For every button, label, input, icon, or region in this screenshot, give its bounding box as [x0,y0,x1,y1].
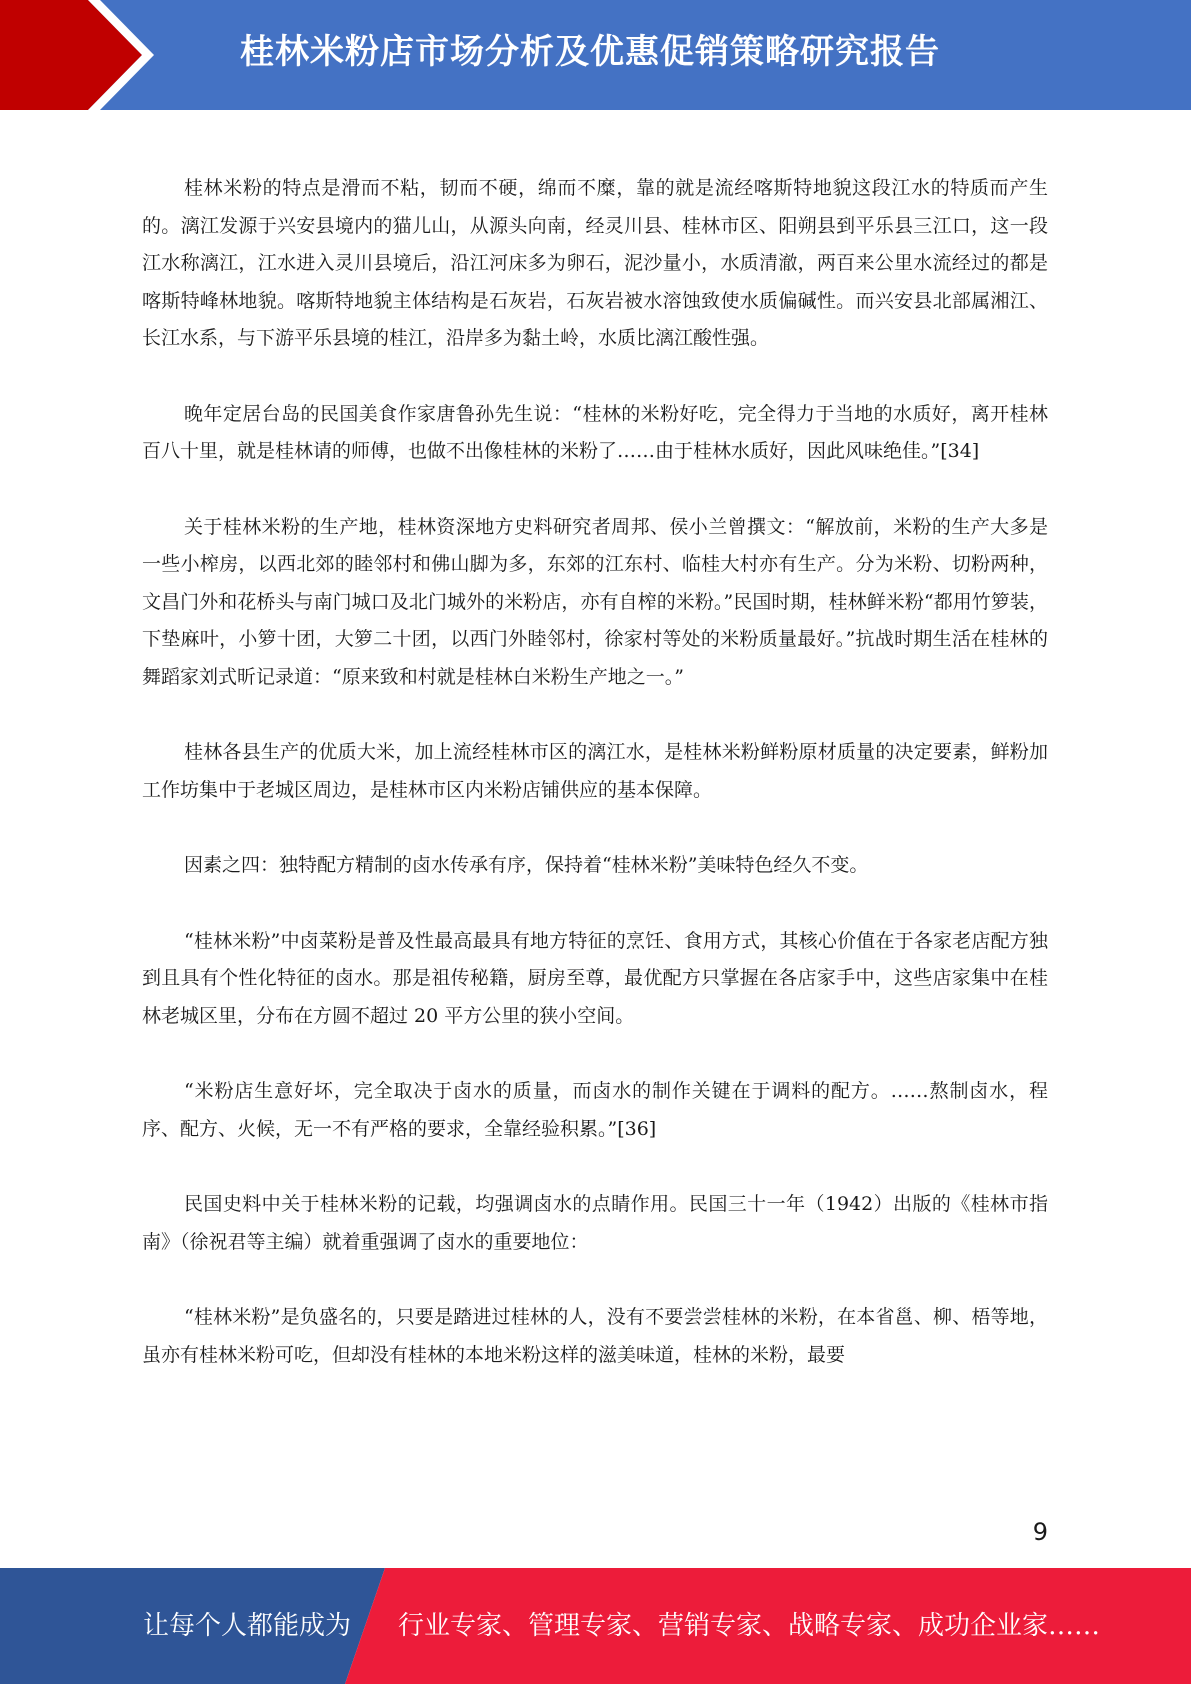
paragraph: 桂林米粉的特点是滑而不粘，韧而不硬，绵而不糜，靠的就是流经喀斯特地貌这段江水的特质而产生的。漓江发源于兴安县境内的猫儿山，从源头向南，经灵川县、桂林市区、阳朔县到平乐县三江口，这一段江水称漓江，江水进入灵川县境后，沿江河床多为卵石，泥沙量小，水质清澈，两百来公里水流经过的都是喀斯特峰林地貌。喀斯特地貌主体结构是石灰岩，石灰岩被水溶蚀致使水质偏碱性。而兴安县北部属湘江、长江水系，与下游平乐县境的桂江，沿岸多为黏土岭，水质比漓江酸性强。 [142,177,1048,349]
footer-slogan-left: 让每个人都能成为 [143,1611,352,1641]
paragraph: 桂林各县生产的优质大米，加上流经桂林市区的漓江水，是桂林米粉鲜粉原材质量的决定要素，鲜粉加工作坊集中于老城区周边，是桂林市区内米粉店铺供应的基本保障。 [142,741,1048,801]
report-footer [0,1568,1191,1684]
report-title: 桂林米粉店市场分析及优惠促销策略研究报告 [240,32,940,72]
arrow-chevron-icon [0,0,160,110]
paragraph: “米粉店生意好坏，完全取决于卤水的质量，而卤水的制作关键在于调料的配方。……熬制卤水，程序、配方、火候，无一不有严格的要求，全靠经验积累。”[36] [142,1080,1048,1140]
paragraph: 民国史料中关于桂林米粉的记载，均强调卤水的点睛作用。民国三十一年（1942）出版的《桂林市指南》（徐祝君等主编）就着重强调了卤水的重要地位： [142,1193,1048,1253]
footer-slogan-right: 行业专家、管理专家、营销专家、战略专家、成功企业家…… [398,1611,1101,1641]
paragraph: “桂林米粉”是负盛名的，只要是踏进过桂林的人，没有不要尝尝桂林的米粉，在本省邕、柳、梧等地，虽亦有桂林米粉可吃，但却没有桂林的本地米粉这样的滋美味道，桂林的米粉，最要 [142,1306,1048,1366]
document-body [142,170,1048,1412]
paragraph: “桂林米粉”中卤菜粉是普及性最高最具有地方特征的烹饪、食用方式，其核心价值在于各家老店配方独到且具有个性化特征的卤水。那是祖传秘籍，厨房至尊，最优配方只掌握在各店家手中，这些店家集中在桂林老城区里，分布在方圆不超过 20 平方公里的狭小空间。 [142,929,1048,1027]
report-header [0,0,1191,110]
page-number: 9 [1032,1518,1048,1546]
paragraph: 因素之四：独特配方精制的卤水传承有序，保持着“桂林米粉”美味特色经久不变。 [184,854,869,876]
paragraph: 关于桂林米粉的生产地，桂林资深地方史料研究者周邦、侯小兰曾撰文：“解放前，米粉的生产大多是一些小榨房，以西北郊的睦邻村和佛山脚为多，东郊的江东村、临桂大村亦有生产。分为米粉、切粉两种，文昌门外和花桥头与南门城口及北门城外的米粉店，亦有自榨的米粉。”民国时期，桂林鲜米粉“都用竹箩装，下垫麻叶，小箩十团，大箩二十团，以西门外睦邻村，徐家村等处的米粉质量最好。”抗战时期生活在桂林的舞蹈家刘式昕记录道：“原来致和村就是桂林白米粉生产地之一。” [142,515,1048,688]
paragraph: 晚年定居台岛的民国美食作家唐鲁孙先生说：“桂林的米粉好吃，完全得力于当地的水质好，离开桂林百八十里，就是桂林请的师傅，也做不出像桂林的米粉了……由于桂林水质好，因此风味绝佳。”[34] [142,402,1048,462]
